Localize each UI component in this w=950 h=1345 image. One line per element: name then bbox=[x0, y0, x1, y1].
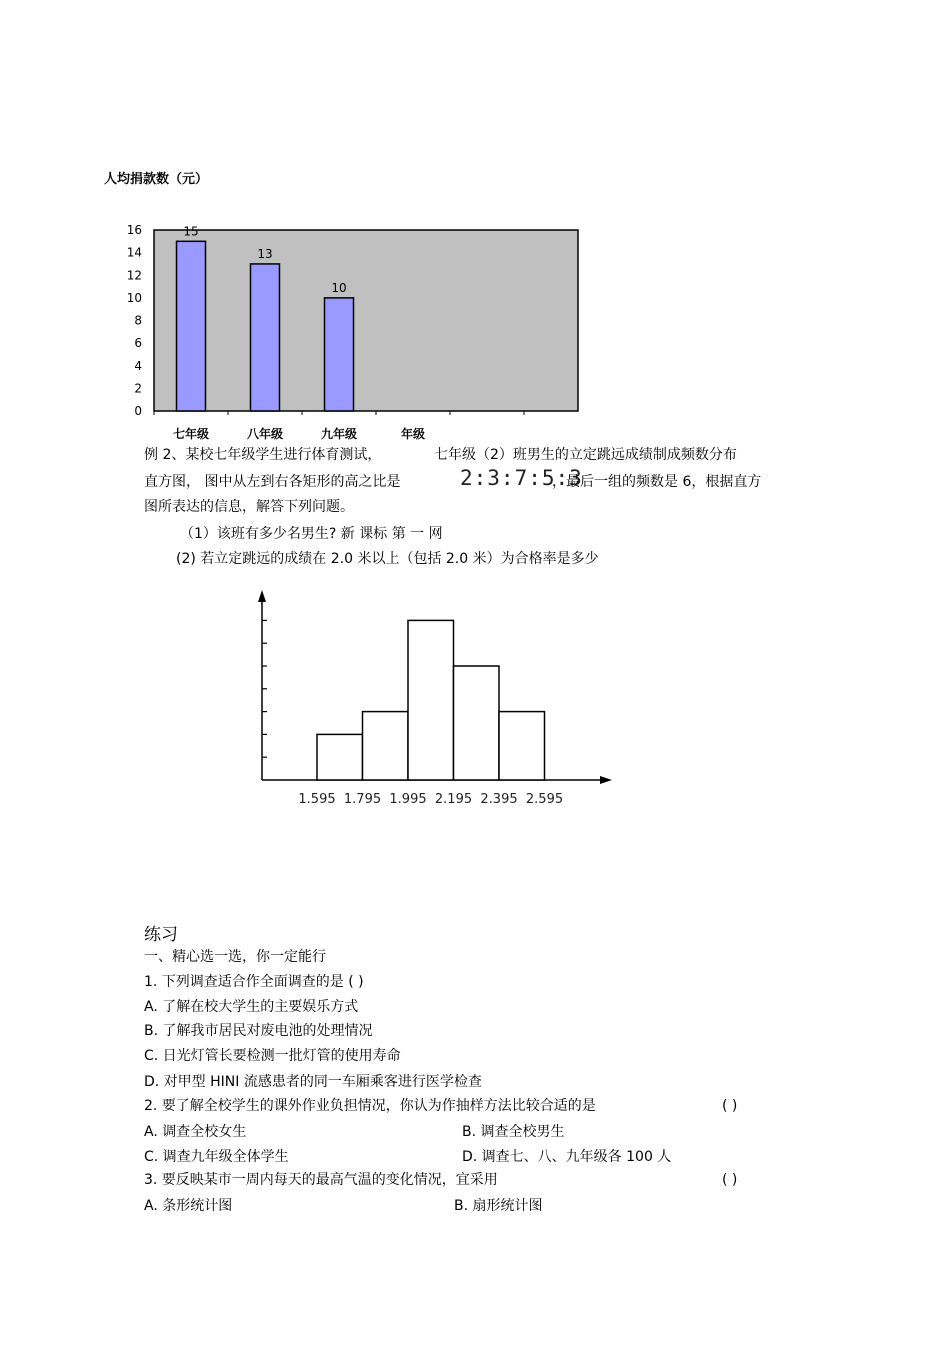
y-tick-label: 10 bbox=[126, 290, 142, 305]
y-tick-label: 16 bbox=[126, 223, 142, 237]
section-1-title: 一、精心选一选，你一定能行 bbox=[144, 949, 326, 965]
bar bbox=[325, 298, 354, 411]
data-label: 13 bbox=[257, 246, 273, 261]
x-tick-label: 2.395 bbox=[480, 792, 518, 807]
histogram bbox=[240, 588, 630, 813]
example2-line2b: ，最后一组的频数是 6，根据直方 bbox=[552, 474, 762, 490]
category-label: 八年级 bbox=[246, 427, 284, 441]
q2-option-c: C. 调查九年级全体学生 bbox=[144, 1149, 289, 1165]
q3-option-a: A. 条形统计图 bbox=[144, 1198, 233, 1214]
y-tick-label: 14 bbox=[126, 245, 142, 260]
y-tick-label: 8 bbox=[134, 313, 142, 328]
q3-option-b: B. 扇形统计图 bbox=[454, 1198, 543, 1214]
y-tick-label: 0 bbox=[134, 404, 142, 418]
data-label: 15 bbox=[183, 224, 199, 239]
x-tick-label: 2.195 bbox=[434, 792, 473, 807]
histogram-bar bbox=[317, 734, 363, 780]
q1-option-b: B. 了解我市居民对废电池的处理情况 bbox=[144, 1023, 373, 1039]
practice-heading: 练习 bbox=[144, 925, 178, 945]
q2-option-d: D. 调查七、八、九年级各 100 人 bbox=[462, 1149, 672, 1165]
q1-option-a: A. 了解在校大学生的主要娱乐方式 bbox=[144, 999, 359, 1015]
chart-title: 人均捐款数（元） bbox=[104, 172, 209, 187]
y-tick-label: 2 bbox=[134, 381, 142, 396]
x-tick-label: 1.995 bbox=[389, 792, 427, 807]
practice-q1: 1. 下列调查适合作全面调查的是 ( ) bbox=[144, 974, 364, 990]
y-tick-label: 12 bbox=[126, 268, 142, 283]
category-label: 年级 bbox=[400, 427, 426, 441]
y-axis-arrow bbox=[258, 590, 266, 602]
q2-answer-paren: ( ) bbox=[722, 1098, 738, 1114]
q1-option-c: C. 日光灯管长要检测一批灯管的使用寿命 bbox=[144, 1048, 401, 1064]
example2-line1a: 例 2、某校七年级学生进行体育测试， bbox=[144, 447, 382, 463]
x-tick-label: 1.795 bbox=[343, 792, 382, 807]
histogram-bar bbox=[408, 620, 454, 780]
bar-chart bbox=[100, 212, 590, 444]
practice-q2: 2. 要了解全校学生的课外作业负担情况，你认为作抽样方法比较合适的是 bbox=[144, 1098, 596, 1114]
y-tick-label: 4 bbox=[134, 358, 142, 373]
q2-option-b: B. 调查全校男生 bbox=[462, 1124, 565, 1140]
data-label: 10 bbox=[331, 280, 347, 295]
plot-area bbox=[154, 230, 578, 411]
practice-q3: 3. 要反映某市一周内每天的最高气温的变化情况，宜采用 bbox=[144, 1172, 498, 1188]
example2-line3: 图所表达的信息，解答下列问题。 bbox=[144, 499, 354, 515]
height-ratio: 2:3:7:5:3 bbox=[460, 466, 583, 490]
example2-line2a: 直方图， 图中从左到右各矩形的高之比是 bbox=[144, 474, 401, 490]
x-tick-label: 1.595 bbox=[298, 792, 336, 807]
y-tick-label: 6 bbox=[134, 336, 142, 351]
histogram-bar bbox=[454, 666, 500, 780]
bar bbox=[177, 241, 206, 411]
q1-option-d: D. 对甲型 HINI 流感患者的同一车厢乘客进行医学检查 bbox=[144, 1074, 482, 1090]
bar bbox=[251, 264, 280, 411]
example2-line1b: 七年级（2）班男生的立定跳远成绩制成频数分布 bbox=[434, 447, 737, 463]
q3-answer-paren: ( ) bbox=[722, 1172, 738, 1188]
question-2: (2) 若立定跳远的成绩在 2.0 米以上（包括 2.0 米）为合格率是多少 bbox=[176, 551, 599, 567]
question-1: （1）该班有多少名男生? 新 课标 第 一 网 bbox=[180, 526, 443, 542]
histogram-bar bbox=[363, 712, 409, 780]
category-label: 九年级 bbox=[320, 427, 358, 441]
histogram-bar bbox=[499, 712, 545, 780]
q2-option-a: A. 调查全校女生 bbox=[144, 1124, 247, 1140]
x-axis-arrow bbox=[600, 776, 612, 784]
x-tick-label: 2.595 bbox=[525, 792, 564, 807]
category-label: 七年级 bbox=[172, 427, 210, 441]
